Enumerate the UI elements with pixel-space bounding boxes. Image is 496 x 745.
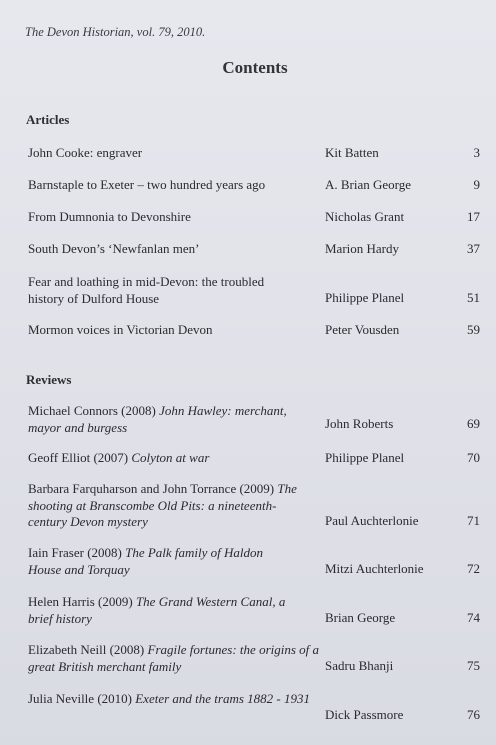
review-title <box>28 545 293 578</box>
article-author: Philippe Planel <box>325 290 405 305</box>
journal-citation: The Devon Historian, vol. 79, 2010. <box>25 25 206 39</box>
article-author: Kit Batten <box>325 145 379 160</box>
review-work: The Grand Western Canal, a brief history <box>28 594 286 626</box>
review-page: 69 <box>467 416 480 431</box>
article-author: A. Brian George <box>325 177 412 192</box>
review-author: Mitzi Auchterlonie <box>325 561 424 576</box>
review-work: The Palk family of Haldon House and Torquay <box>28 545 264 577</box>
review-prefix: Michael Connors (2008) <box>28 403 160 418</box>
review-prefix: Helen Harris (2009) <box>28 594 136 609</box>
review-work: John Hawley: merchant, mayor and burgess <box>28 403 287 435</box>
review-prefix: Iain Fraser (2008) <box>28 545 126 560</box>
article-author: Peter Vousden <box>325 322 400 337</box>
review-work: Exeter and the trams 1882 - 1931 <box>135 691 310 706</box>
reviews-heading: Reviews <box>26 372 72 387</box>
review-author: Sadru Bhanji <box>325 658 394 673</box>
article-title: Mormon voices in Victorian Devon <box>28 322 213 337</box>
review-author: Brian George <box>325 610 396 625</box>
review-page: 74 <box>467 610 480 625</box>
article-title: From Dumnonia to Devonshire <box>28 209 191 224</box>
article-page: 59 <box>467 322 480 337</box>
article-title: John Cooke: engraver <box>28 145 143 160</box>
articles-heading: Articles <box>26 112 70 127</box>
review-author: Paul Auchterlonie <box>325 513 419 528</box>
review-title <box>28 450 313 467</box>
article-author: Nicholas Grant <box>325 209 405 224</box>
contents-heading: Contents <box>222 58 288 77</box>
article-title: South Devon’s ‘Newfanlan men’ <box>28 241 200 256</box>
article-page: 3 <box>473 145 480 160</box>
review-work: Colyton at war <box>131 450 210 465</box>
review-prefix: Barbara Farquharson and John Torrance (2009) <box>28 481 278 496</box>
review-author: Dick Passmore <box>325 707 404 722</box>
review-title <box>28 642 320 675</box>
article-page: 17 <box>467 209 480 224</box>
review-page: 71 <box>467 513 480 528</box>
review-page: 70 <box>467 450 480 465</box>
review-work: Fragile fortunes: the origins of a great British merchant family <box>28 642 320 674</box>
review-page: 72 <box>467 561 480 576</box>
article-page: 51 <box>467 290 480 305</box>
review-author: John Roberts <box>325 416 394 431</box>
review-page: 76 <box>467 707 480 722</box>
review-author: Philippe Planel <box>325 450 405 465</box>
article-page: 9 <box>473 177 480 192</box>
review-prefix: Elizabeth Neill (2008) <box>28 642 148 657</box>
review-work: The shooting at Branscombe Old Pits: a nineteenth-century Devon mystery <box>28 481 297 529</box>
review-title <box>28 594 313 627</box>
review-page: 75 <box>467 658 480 673</box>
review-title <box>28 403 313 436</box>
article-author: Marion Hardy <box>325 241 400 256</box>
review-prefix: Geoff Elliot (2007) <box>28 450 132 465</box>
article-title: Fear and loathing in mid-Devon: the troubled history of Dulford House <box>28 274 265 306</box>
review-prefix: Julia Neville (2010) <box>28 691 136 706</box>
review-title <box>28 691 310 708</box>
article-page: 37 <box>467 241 480 256</box>
article-title: Barnstaple to Exeter – two hundred years ago <box>28 177 266 192</box>
review-title <box>28 481 300 531</box>
